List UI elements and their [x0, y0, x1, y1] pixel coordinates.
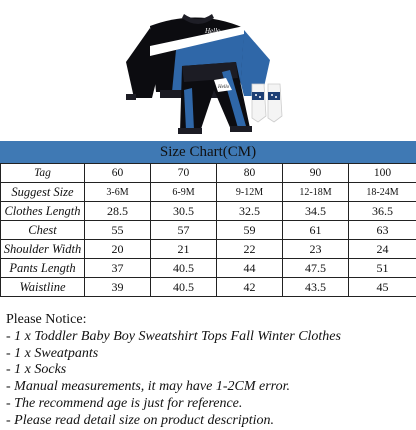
notice-item: - Manual measurements, it may have 1-2CM error. — [6, 379, 412, 396]
table-cell: 59 — [217, 221, 283, 240]
table-cell: 63 — [349, 221, 416, 240]
table-cell: 21 — [151, 240, 217, 259]
table-row-chest — [1, 221, 416, 240]
table-cell: 22 — [217, 240, 283, 259]
table-cell: 47.5 — [283, 259, 349, 278]
table-cell: 90 — [283, 164, 349, 183]
sweatshirt-print: Hello — [204, 27, 221, 35]
table-cell: 18-24M — [349, 183, 416, 202]
table-cell: 28.5 — [85, 202, 151, 221]
table-cell: 37 — [85, 259, 151, 278]
table-row-waistline — [1, 278, 416, 297]
product-image — [0, 0, 416, 142]
notice-item: - 1 x Toddler Baby Boy Sweatshirt Tops Fall Winter Clothes — [6, 329, 412, 346]
table-cell: 51 — [349, 259, 416, 278]
table-row-clothes-length — [1, 202, 416, 221]
row-label: Suggest Size — [1, 183, 85, 202]
notice-item: - 1 x Socks — [6, 362, 412, 379]
row-label: Chest — [1, 221, 85, 240]
notice-item: - 1 x Sweatpants — [6, 346, 412, 363]
table-cell: 45 — [349, 278, 416, 297]
table-row-suggest-size — [1, 183, 416, 202]
table-cell: 12-18M — [283, 183, 349, 202]
table-cell: 23 — [283, 240, 349, 259]
table-cell: 42 — [217, 278, 283, 297]
table-row-pants-length — [1, 259, 416, 278]
row-label: Waistline — [1, 278, 85, 297]
pants-print: Hello — [217, 85, 230, 90]
table-cell: 40.5 — [151, 278, 217, 297]
table-cell: 44 — [217, 259, 283, 278]
table-cell: 70 — [151, 164, 217, 183]
row-label: Clothes Length — [1, 202, 85, 221]
table-row-shoulder-width — [1, 240, 416, 259]
notice-item: - Please read detail size on product description. — [6, 413, 412, 430]
table-cell: 80 — [217, 164, 283, 183]
table-cell: 36.5 — [349, 202, 416, 221]
size-chart-table — [0, 163, 416, 297]
notice-section — [6, 312, 412, 430]
notice-item: - The recommend age is just for reference. — [6, 396, 412, 413]
table-cell: 40.5 — [151, 259, 217, 278]
table-cell: 24 — [349, 240, 416, 259]
table-cell: 61 — [283, 221, 349, 240]
table-cell: 43.5 — [283, 278, 349, 297]
table-cell: 39 — [85, 278, 151, 297]
table-row-tag — [1, 164, 416, 183]
row-label: Pants Length — [1, 259, 85, 278]
table-cell: 60 — [85, 164, 151, 183]
row-label: Tag — [1, 164, 85, 183]
table-cell: 20 — [85, 240, 151, 259]
notice-title: Please Notice: — [6, 312, 412, 329]
table-cell: 34.5 — [283, 202, 349, 221]
table-cell: 9-12M — [217, 183, 283, 202]
table-cell: 30.5 — [151, 202, 217, 221]
row-label: Shoulder Width — [1, 240, 85, 259]
socks-illustration — [252, 84, 282, 122]
table-cell: 55 — [85, 221, 151, 240]
table-cell: 57 — [151, 221, 217, 240]
table-cell: 32.5 — [217, 202, 283, 221]
size-chart-title: Size Chart(CM) — [0, 141, 416, 163]
table-cell: 6-9M — [151, 183, 217, 202]
table-cell: 100 — [349, 164, 416, 183]
table-cell: 3-6M — [85, 183, 151, 202]
